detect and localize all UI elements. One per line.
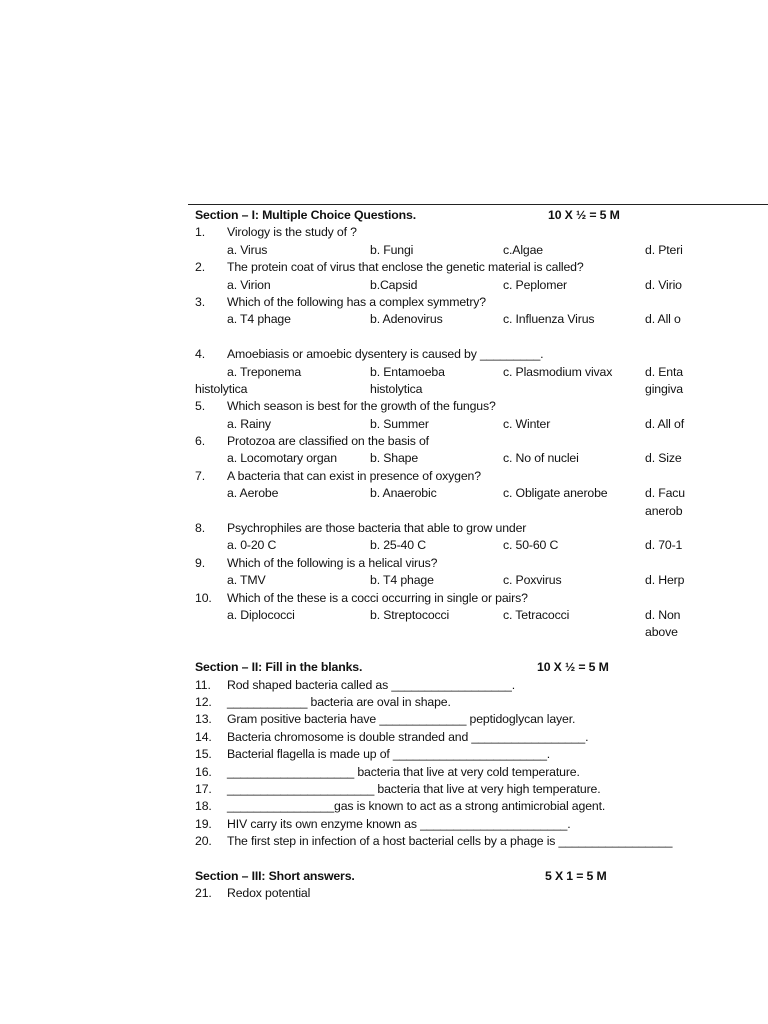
option-d: d. Herp <box>645 573 685 588</box>
question-18 <box>195 798 768 815</box>
question-6-options <box>195 450 768 467</box>
option-d: d. Enta <box>645 364 683 379</box>
question-1 <box>195 224 768 241</box>
question-21 <box>195 885 768 902</box>
question-number: 21. <box>195 886 212 901</box>
question-13 <box>195 711 768 728</box>
question-number: 4. <box>195 347 205 362</box>
question-number: 14. <box>195 729 212 744</box>
question-9 <box>195 555 768 572</box>
option-c: c. Plasmodium vivax <box>503 364 613 379</box>
option-a: a. Diplococci <box>227 607 295 622</box>
spacer <box>195 329 768 346</box>
option-c: c. Tetracocci <box>503 607 570 622</box>
question-3-options <box>195 311 768 328</box>
question-number: 9. <box>195 555 205 570</box>
question-7 <box>195 468 768 485</box>
question-number: 3. <box>195 294 205 309</box>
option-a: a. Treponema <box>227 364 302 379</box>
question-9-options <box>195 572 768 589</box>
option-b: b. Entamoeba <box>370 364 445 379</box>
question-7-options-continued <box>195 503 768 520</box>
option-b: b. Anaerobic <box>370 486 437 501</box>
question-text: Which of the following is a helical virus? <box>227 555 438 570</box>
question-5 <box>195 398 768 415</box>
option-a: a. 0-20 C <box>227 538 277 553</box>
question-14 <box>195 729 768 746</box>
question-11 <box>195 677 768 694</box>
option-c: c.Algae <box>503 242 543 257</box>
option-a: a. Virus <box>227 242 268 257</box>
question-text: Protozoa are classified on the basis of <box>227 434 429 449</box>
option-b: b. Shape <box>370 451 419 466</box>
question-16 <box>195 764 768 781</box>
question-text: Psychrophiles are those bacteria that able to grow under <box>227 521 527 536</box>
option-d-continued: anerob <box>645 503 683 518</box>
question-number: 11. <box>195 677 211 692</box>
option-b-continued: histolytica <box>370 381 423 396</box>
question-text: ____________ bacteria are oval in shape. <box>227 694 451 709</box>
question-number: 20. <box>195 834 212 849</box>
question-text: Bacterial flagella is made up of _______________________. <box>227 747 551 762</box>
spacer <box>195 850 768 867</box>
question-1-options <box>195 242 768 259</box>
option-c: c. Winter <box>503 416 551 431</box>
question-number: 15. <box>195 747 212 762</box>
option-a: a. TMV <box>227 573 266 588</box>
option-d: d. Pteri <box>645 242 683 257</box>
option-a-continued: histolytica <box>195 381 248 396</box>
option-a: a. Virion <box>227 277 271 292</box>
section-1-header <box>195 207 768 224</box>
question-number: 8. <box>195 521 205 536</box>
section-2-header <box>195 659 768 676</box>
option-a: a. T4 phage <box>227 312 291 327</box>
question-5-options <box>195 416 768 433</box>
option-d: d. Size <box>645 451 682 466</box>
section-1-marks: 10 X ½ = 5 M <box>548 208 620 222</box>
question-15 <box>195 746 768 763</box>
option-b: b. Adenovirus <box>370 312 443 327</box>
question-text: Bacteria chromosome is double stranded and _________________. <box>227 729 589 744</box>
question-text: Which season is best for the growth of the fungus? <box>227 399 496 414</box>
option-d-continued: above <box>645 625 678 640</box>
question-number: 5. <box>195 399 205 414</box>
option-c: c. Poxvirus <box>503 573 562 588</box>
section-3-header <box>195 868 768 885</box>
option-c: c. No of nuclei <box>503 451 579 466</box>
question-12 <box>195 694 768 711</box>
section-3-marks: 5 X 1 = 5 M <box>545 868 607 883</box>
question-19 <box>195 816 768 833</box>
section-3-title: Section – III: Short answers. <box>195 868 355 883</box>
top-rule <box>188 204 768 205</box>
question-20 <box>195 833 768 850</box>
question-4-options-continued <box>195 381 768 398</box>
option-d: d. All o <box>645 312 681 327</box>
option-b: b. Streptococci <box>370 607 450 622</box>
question-number: 18. <box>195 799 212 814</box>
question-10-options-continued <box>195 624 768 641</box>
question-8-options <box>195 537 768 554</box>
question-text: Which of the these is a cocci occurring in single or pairs? <box>227 590 528 605</box>
question-text: Rod shaped bacteria called as __________________. <box>227 677 516 692</box>
question-2 <box>195 259 768 276</box>
option-b: b.Capsid <box>370 277 418 292</box>
option-d: d. Non <box>645 607 681 622</box>
question-text: A bacteria that can exist in presence of oxygen? <box>227 468 481 483</box>
question-text: ___________________ bacteria that live at very cold temperature. <box>227 764 580 779</box>
question-2-options <box>195 277 768 294</box>
question-text: Virology is the study of ? <box>227 225 357 240</box>
question-10 <box>195 590 768 607</box>
question-6 <box>195 433 768 450</box>
question-number: 19. <box>195 816 212 831</box>
option-b: b. Fungi <box>370 242 414 257</box>
question-text: Amoebiasis or amoebic dysentery is caused by _________. <box>227 347 544 362</box>
option-b: b. T4 phage <box>370 573 434 588</box>
option-d: d. 70-1 <box>645 538 683 553</box>
option-b: b. Summer <box>370 416 429 431</box>
question-7-options <box>195 485 768 502</box>
question-10-options <box>195 607 768 624</box>
question-number: 7. <box>195 468 205 483</box>
question-number: 16. <box>195 764 212 779</box>
option-a: a. Aerobe <box>227 486 279 501</box>
question-4 <box>195 346 768 363</box>
question-17 <box>195 781 768 798</box>
question-number: 1. <box>195 225 205 240</box>
question-paper <box>195 207 768 903</box>
spacer <box>195 642 768 659</box>
question-text: Gram positive bacteria have _____________ peptidoglycan layer. <box>227 712 576 727</box>
question-number: 2. <box>195 260 205 275</box>
option-c: c. Influenza Virus <box>503 312 595 327</box>
option-c: c. Peplomer <box>503 277 567 292</box>
question-text: ______________________ bacteria that live at very high temperature. <box>227 781 601 796</box>
section-2-title: Section – II: Fill in the blanks. <box>195 660 363 675</box>
question-number: 10. <box>195 590 212 605</box>
question-number: 17. <box>195 781 212 796</box>
option-d: d. All of <box>645 416 684 431</box>
option-d: d. Virio <box>645 277 682 292</box>
option-a: a. Rainy <box>227 416 271 431</box>
option-d-continued: gingiva <box>645 381 683 396</box>
option-b: b. 25-40 C <box>370 538 426 553</box>
question-text: Which of the following has a complex symmetry? <box>227 294 486 309</box>
question-3 <box>195 294 768 311</box>
question-text: ________________gas is known to act as a strong antimicrobial agent. <box>227 799 606 814</box>
option-d: d. Facu <box>645 486 685 501</box>
question-4-options <box>195 364 768 381</box>
question-text: Redox potential <box>227 886 311 901</box>
section-2-marks: 10 X ½ = 5 M <box>537 660 609 675</box>
question-text: HIV carry its own enzyme known as ______________________. <box>227 816 571 831</box>
question-8 <box>195 520 768 537</box>
option-c: c. 50-60 C <box>503 538 559 553</box>
question-number: 6. <box>195 434 205 449</box>
question-text: The protein coat of virus that enclose the genetic material is called? <box>227 260 584 275</box>
section-1-title: Section – I: Multiple Choice Questions. <box>195 208 416 222</box>
option-a: a. Locomotary organ <box>227 451 337 466</box>
question-text: The first step in infection of a host bacterial cells by a phage is _________________ <box>227 834 673 849</box>
question-number: 12. <box>195 694 212 709</box>
option-c: c. Obligate anerobe <box>503 486 608 501</box>
question-number: 13. <box>195 712 212 727</box>
